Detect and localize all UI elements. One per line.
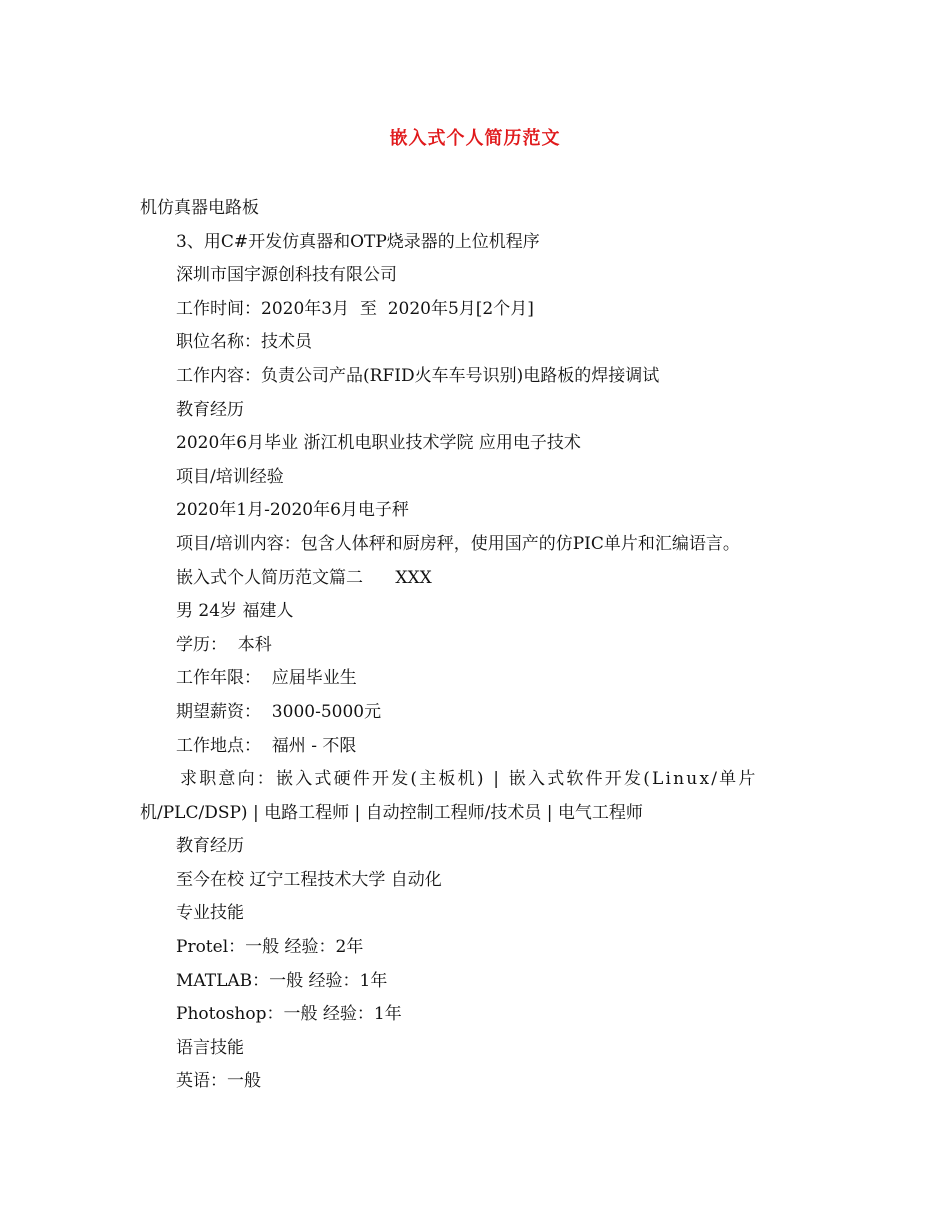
personal-info: 男 24岁 福建人 [176, 601, 294, 622]
section-heading-education-2: 教育经历 [176, 836, 244, 857]
education-entry-2: 至今在校 辽宁工程技术大学 自动化 [176, 869, 442, 890]
section-heading-languages: 语言技能 [176, 1037, 244, 1058]
work-location: 工作地点： 福州 - 不限 [176, 735, 357, 756]
job-intent-line-2: 机/PLC/DSP) | 电路工程师 | 自动控制工程师/技术员 | 电气工程师 [140, 802, 643, 823]
work-years: 工作年限： 应届毕业生 [176, 668, 357, 689]
project-content: 项目/培训内容：包含人体秤和厨房秤，使用国产的仿PIC单片和汇编语言。 [176, 533, 740, 554]
language-item: 英语：一般 [176, 1071, 261, 1092]
document-title: 嵌入式个人简历范文 [389, 128, 561, 149]
job-intent-paragraph [140, 763, 812, 830]
education-entry: 2020年6月毕业 浙江机电职业技术学院 应用电子技术 [176, 433, 581, 454]
section-heading-education: 教育经历 [176, 399, 244, 420]
text-line: 3、用C#开发仿真器和OTP烧录器的上位机程序 [176, 231, 540, 252]
company-name: 深圳市国宇源创科技有限公司 [176, 265, 397, 286]
project-period: 2020年1月-2020年6月电子秤 [176, 500, 409, 521]
degree: 学历： 本科 [176, 634, 272, 655]
job-title: 职位名称：技术员 [176, 332, 312, 353]
section-heading-projects: 项目/培训经验 [176, 466, 284, 487]
job-intent-line-1: 求职意向：嵌入式硬件开发(主板机) | 嵌入式软件开发(Linux/单片 [180, 769, 758, 790]
text-line: 机仿真器电路板 [140, 198, 259, 218]
expected-salary: 期望薪资： 3000-5000元 [176, 701, 382, 722]
sample-two-heading: 嵌入式个人简历范文篇二 XXX [176, 567, 432, 588]
skill-item: MATLAB：一般 经验：1年 [176, 970, 388, 991]
skill-item: Photoshop：一般 经验：1年 [176, 1004, 402, 1025]
work-period: 工作时间：2020年3月 至 2020年5月[2个月] [176, 298, 534, 319]
section-heading-skills: 专业技能 [176, 903, 244, 924]
skill-item: Protel：一般 经验：2年 [176, 937, 364, 958]
document-body [140, 192, 812, 1099]
job-content: 工作内容：负责公司产品(RFID火车车号识别)电路板的焊接调试 [176, 365, 660, 386]
